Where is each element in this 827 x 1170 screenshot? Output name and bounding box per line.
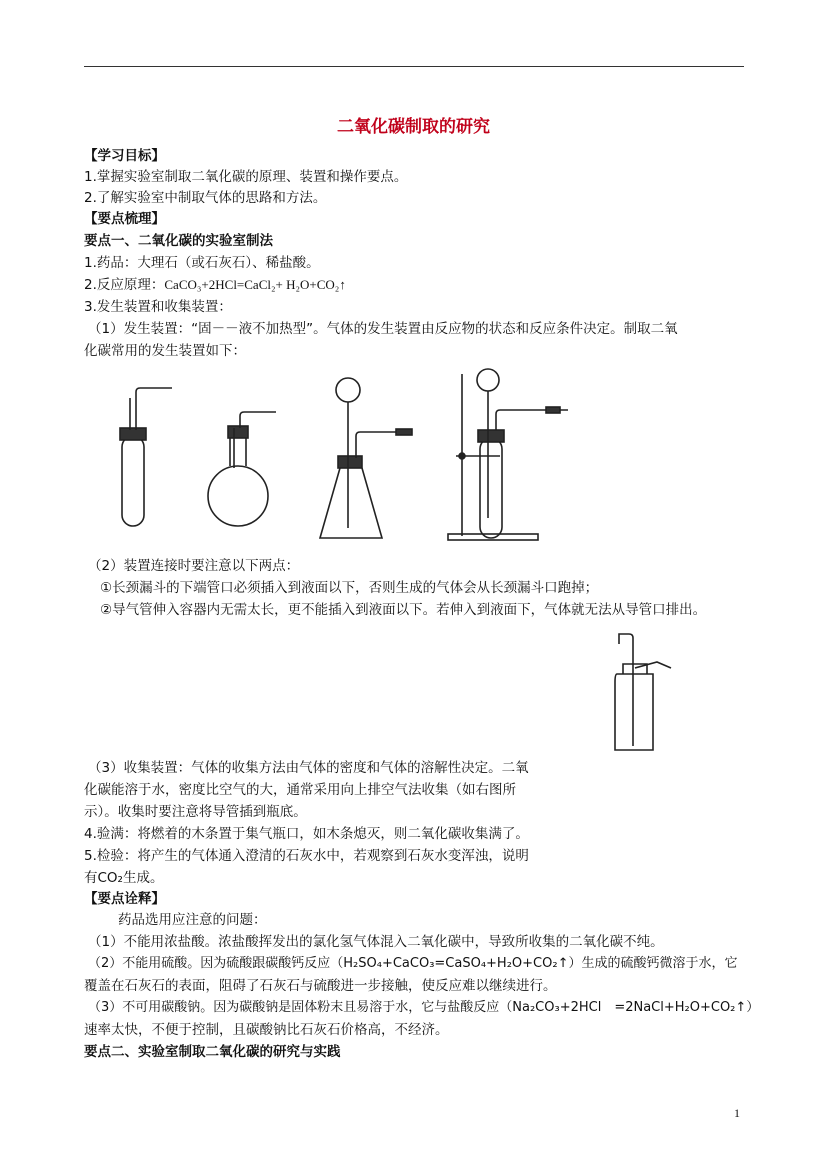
goal-1: 1.掌握实验室制取二氧化碳的原理、装置和操作要点。 [84, 169, 408, 185]
test-tube-apparatus [120, 388, 172, 526]
notes-intro: 药品选用应注意的问题： [118, 912, 267, 928]
note-2a: （2）不能用硫酸。因为硫酸跟碳酸钙反应（H₂SO₄+CaCO₃=CaSO₄+H₂O+CO₂↑）生成的硫酸钙微溶于水，它 [88, 956, 738, 971]
iron-stand-apparatus [448, 369, 568, 540]
collection-desc-1: （3）收集装置：气体的收集方法由气体的密度和气体的溶解性决定。二氧 [88, 760, 529, 776]
collection-desc-3: 示）。收集时要注意将导管插到瓶底。 [84, 804, 307, 820]
principle-formula: CaCO₃+2HCl=CaCl₂+ H₂O+CO₂↑ [164, 277, 346, 292]
apparatus-desc-2: 化碳常用的发生装置如下： [84, 343, 246, 359]
page-title: 二氧化碳制取的研究 [337, 117, 490, 137]
points-heading: 【要点梳理】 [84, 211, 165, 227]
notes-heading: 【要点诠释】 [84, 891, 165, 907]
connection-notes-heading: （2）装置连接时要注意以下两点： [88, 558, 300, 574]
point1-heading: 要点一、二氧化碳的实验室制法 [84, 233, 273, 249]
point-drugs: 1.药品：大理石（或石灰石）、稀盐酸。 [84, 255, 320, 271]
goals-heading: 【学习目标】 [84, 148, 165, 164]
principle-label: 2.反应原理： [84, 277, 165, 293]
generator-apparatus-figure [110, 368, 590, 546]
point-full-check: 4.验满：将燃着的木条置于集气瓶口，如木条熄灭，则二氧化碳收集满了。 [84, 826, 529, 842]
point-test-1: 5.检验：将产生的气体通入澄清的石灰水中，若观察到石灰水变浑浊，说明 [84, 848, 529, 864]
header-rule [84, 66, 744, 67]
note-3b: 速率太快，不便于控制，且碳酸钠比石灰石价格高，不经济。 [84, 1022, 449, 1038]
connection-note-1: ①长颈漏斗的下端管口必须插入到液面以下，否则生成的气体会从长颈漏斗口跑掉； [100, 580, 599, 596]
note-2b: 覆盖在石灰石的表面，阻碍了石灰石与硫酸进一步接触，使反应难以继续进行。 [84, 978, 557, 994]
point-apparatus: 3.发生装置和收集装置： [84, 299, 232, 315]
point-test-2: 有CO₂生成。 [84, 870, 164, 886]
connection-note-2: ②导气管伸入容器内无需太长，更不能插入到液面以下。若伸入到液面下，气体就无法从导管口排出。 [100, 602, 707, 618]
gas-collection-bottle-figure [595, 630, 675, 754]
page-number: 1 [734, 1106, 740, 1120]
goal-2: 2.了解实验室中制取气体的思路和方法。 [84, 190, 327, 206]
apparatus-desc-1: （1）发生装置：“固－－液不加热型”。气体的发生装置由反应物的状态和反应条件决定。制取二氧 [88, 321, 678, 337]
note-3a: （3）不可用碳酸钠。因为碳酸钠是固体粉末且易溶于水，它与盐酸反应（Na₂CO₃+2HCl =2NaCl+H₂O+CO₂↑） [88, 1000, 760, 1015]
note-1: （1）不能用浓盐酸。浓盐酸挥发出的氯化氢气体混入二氧化碳中，导致所收集的二氧化碳不纯。 [88, 934, 664, 950]
conical-flask-apparatus [320, 378, 412, 538]
point-principle [84, 275, 346, 295]
collection-desc-2: 化碳能溶于水，密度比空气的大，通常采用向上排空气法收集（如右图所 [84, 782, 516, 798]
point2-heading: 要点二、实验室制取二氧化碳的研究与实践 [84, 1044, 341, 1060]
round-flask-apparatus [208, 412, 276, 526]
